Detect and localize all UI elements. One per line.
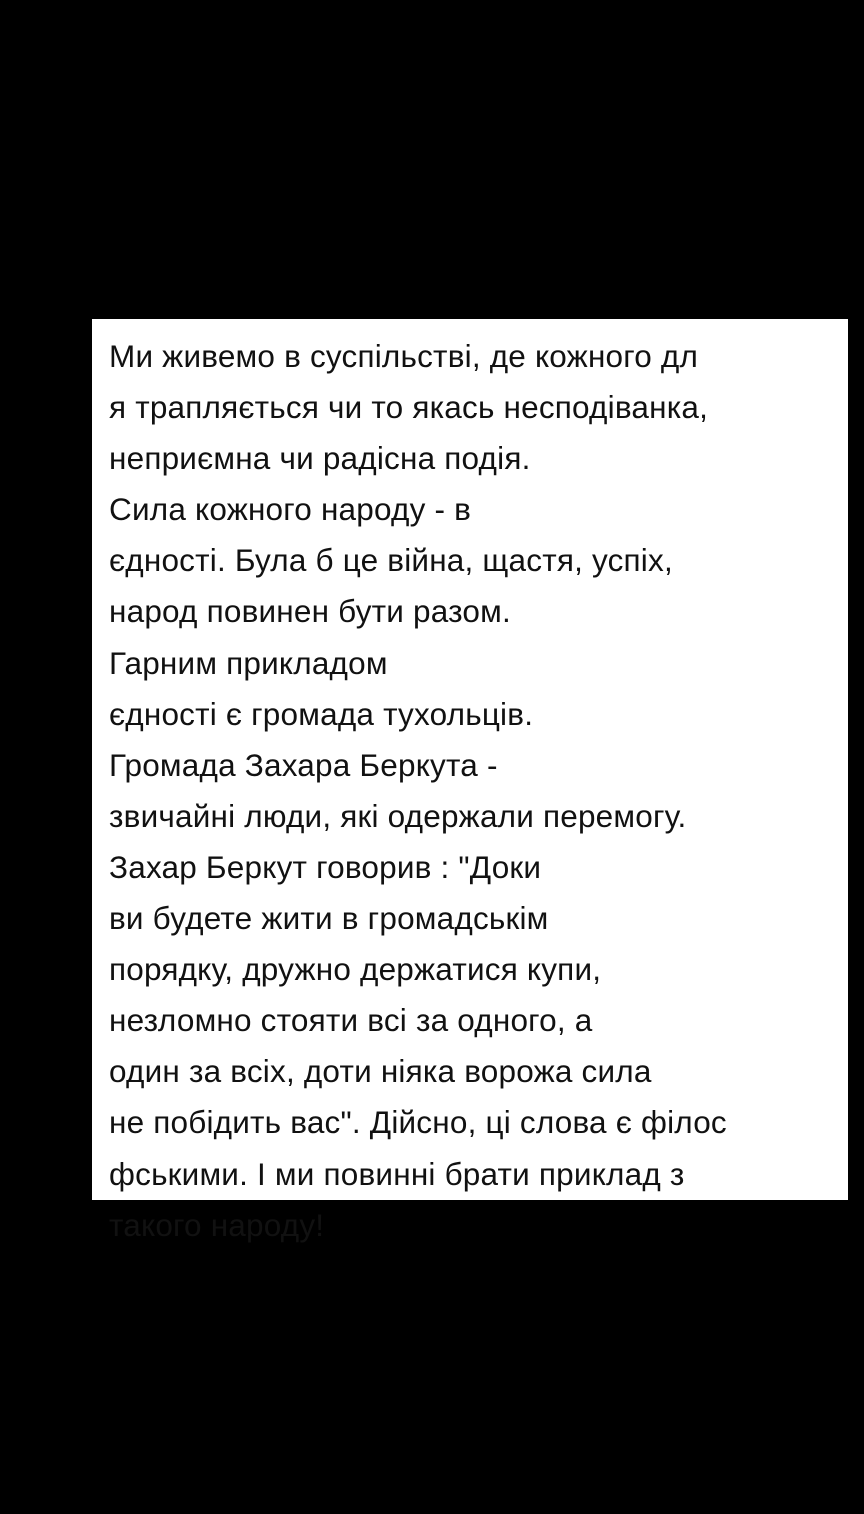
text-line: звичайні люди, які одержали перемогу.	[109, 797, 687, 834]
text-line: Сила кожного народу - в	[109, 491, 472, 528]
text-line: порядку, дружно держатися купи,	[109, 951, 602, 988]
text-line: народ повинен бути разом.	[109, 593, 511, 630]
text-line: єдності є громада тухольців.	[109, 695, 534, 732]
text-line: Громада Захара Беркута -	[109, 746, 498, 783]
text-line: я трапляється чи то якась несподіванка,	[109, 389, 709, 426]
text-line: не побідить вас". Дійсно, ці слова є філос	[109, 1104, 727, 1141]
text-line: неприємна чи радісна подія.	[109, 440, 531, 477]
text-line: незломно стояти всі за одного, а	[109, 1002, 593, 1039]
text-card	[92, 319, 848, 1243]
text-line: Гарним прикладом	[109, 644, 388, 681]
text-body	[109, 331, 848, 1251]
text-line: такого народу!	[109, 1206, 325, 1243]
text-line: ви будете жити в громадськім	[109, 900, 549, 937]
text-line: Ми живемо в суспільстві, де кожного дл	[109, 338, 699, 374]
text-line: фськими. І ми повинні брати приклад з	[109, 1155, 685, 1192]
text-line: один за всіх, доти ніяка ворожа сила	[109, 1053, 652, 1090]
text-line: Захар Беркут говорив : "Доки	[109, 848, 542, 885]
text-line: єдності. Була б це війна, щастя, успіх,	[109, 542, 673, 579]
